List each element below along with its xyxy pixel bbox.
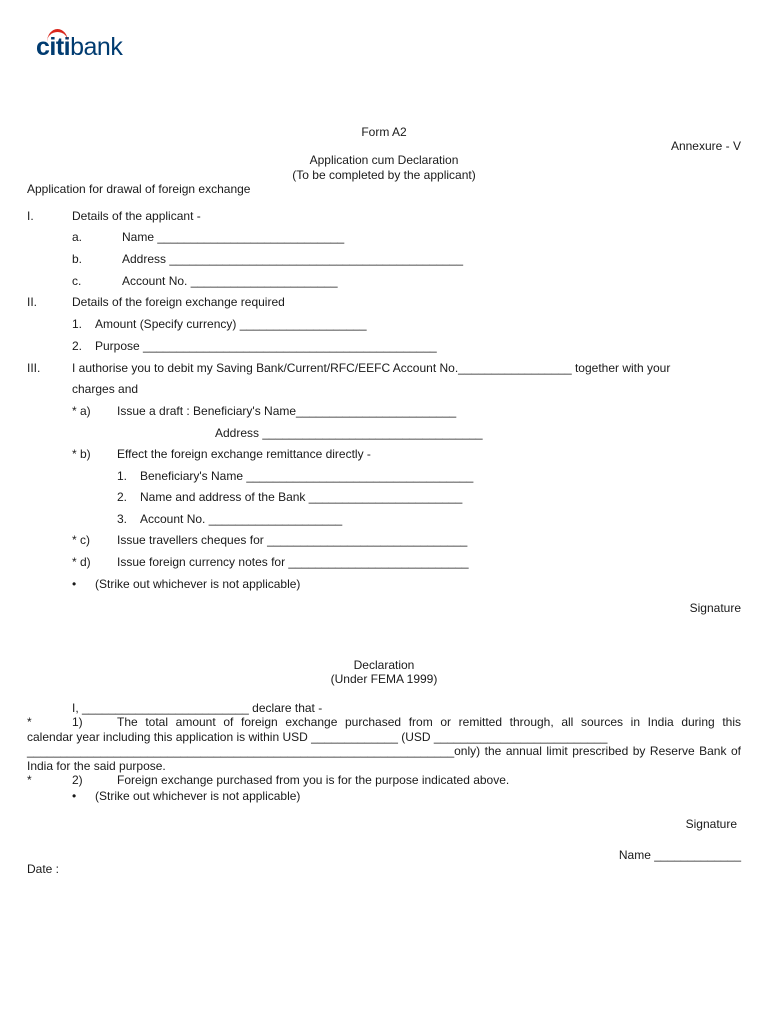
form-title: Application cum Declaration xyxy=(309,153,459,167)
strike-out-note: (Strike out whichever is not applicable) xyxy=(95,577,301,591)
purpose-field: Purpose ____________________________________________ xyxy=(95,339,437,353)
declaration-point-1-line-1: The total amount of foreign exchange purchased from or remitted through, all sources in India during this xyxy=(117,715,741,729)
logo-bank-text: bank xyxy=(70,33,123,61)
amount-field: Amount (Specify currency) ___________________ xyxy=(95,317,367,331)
authorise-line-1: I authorise you to debit my Saving Bank/Current/RFC/EEFC Account No._________________ together with your xyxy=(72,361,671,375)
applicant-signature-label: Signature xyxy=(689,601,741,615)
option-c-marker: * c) xyxy=(72,533,90,547)
declaration-point-1-body xyxy=(27,730,741,774)
logo-citi-text: citi xyxy=(36,33,71,61)
applicant-account-field: Account No. ______________________ xyxy=(122,274,338,288)
option-d-marker: * d) xyxy=(72,555,91,569)
authorise-line-2: charges and xyxy=(72,382,139,396)
declaration-point-1-number: 1) xyxy=(72,715,83,729)
declaration-point-2-number: 2) xyxy=(72,773,83,787)
citibank-logo xyxy=(36,32,122,62)
applicant-account-marker: c. xyxy=(72,274,82,288)
declaration-point-1-line-4: India for the said purpose. xyxy=(27,758,166,773)
purpose-marker: 2. xyxy=(72,339,83,353)
declaration-star-1: * xyxy=(27,715,32,729)
application-for-text: Application for drawal of foreign exchange xyxy=(27,182,251,196)
remittance-heading: Effect the foreign exchange remittance directly - xyxy=(117,447,371,461)
section-3-number: III. xyxy=(27,361,41,375)
section-1-heading: Details of the applicant - xyxy=(72,209,201,223)
applicant-address-field: Address ____________________________________________ xyxy=(122,252,464,266)
logo-arc-icon xyxy=(47,29,68,42)
bullet-icon: • xyxy=(72,577,77,591)
declaration-point-1-line-1-wrap xyxy=(117,715,741,730)
form-subtitle: (To be completed by the applicant) xyxy=(292,168,476,182)
section-1-number: I. xyxy=(27,209,34,223)
currency-notes-field: Issue foreign currency notes for ___________________________ xyxy=(117,555,469,569)
remit-account-field: Account No. ____________________ xyxy=(140,512,343,526)
declaration-bullet-icon: • xyxy=(72,789,77,803)
travellers-cheques-field: Issue travellers cheques for ______________________________ xyxy=(117,533,468,547)
declaration-point-1-line-2: calendar year including this application is within USD _____________ (USD __________________________ xyxy=(27,729,608,744)
date-label: Date : xyxy=(27,862,60,876)
annexure-label: Annexure - V xyxy=(670,139,741,153)
section-2-number: II. xyxy=(27,295,38,309)
remit-account-marker: 3. xyxy=(117,512,128,526)
declaration-point-1-line-3: ________________________________________________________________only) the annual limit prescribed by Reserve Bank of xyxy=(27,744,741,758)
option-b-marker: * b) xyxy=(72,447,91,461)
declaration-star-2: * xyxy=(27,773,32,787)
remit-bank-marker: 2. xyxy=(117,490,128,504)
applicant-name-marker: a. xyxy=(72,230,83,244)
draft-address-field: Address _________________________________ xyxy=(215,426,483,440)
form-number: Form A2 xyxy=(361,125,407,139)
amount-marker: 1. xyxy=(72,317,83,331)
declaration-intro: I, _________________________ declare that - xyxy=(72,701,323,715)
remit-beneficiary-marker: 1. xyxy=(117,469,128,483)
declaration-title: Declaration xyxy=(353,658,415,672)
declaration-subtitle: (Under FEMA 1999) xyxy=(330,672,438,686)
section-2-heading: Details of the foreign exchange required xyxy=(72,295,285,309)
applicant-name-field: Name ____________________________ xyxy=(122,230,345,244)
applicant-address-marker: b. xyxy=(72,252,83,266)
remit-bank-field: Name and address of the Bank _______________________ xyxy=(140,490,463,504)
declaration-point-2-text: Foreign exchange purchased from you is for the purpose indicated above. xyxy=(117,773,510,787)
option-a-marker: * a) xyxy=(72,404,91,418)
declaration-signature-label: Signature xyxy=(685,817,737,831)
remit-beneficiary-field: Beneficiary's Name __________________________________ xyxy=(140,469,474,483)
declarant-name-field: Name _____________ xyxy=(618,848,741,862)
declaration-strike-out-note: (Strike out whichever is not applicable) xyxy=(95,789,301,803)
draft-beneficiary-field: Issue a draft : Beneficiary's Name________________________ xyxy=(117,404,457,418)
